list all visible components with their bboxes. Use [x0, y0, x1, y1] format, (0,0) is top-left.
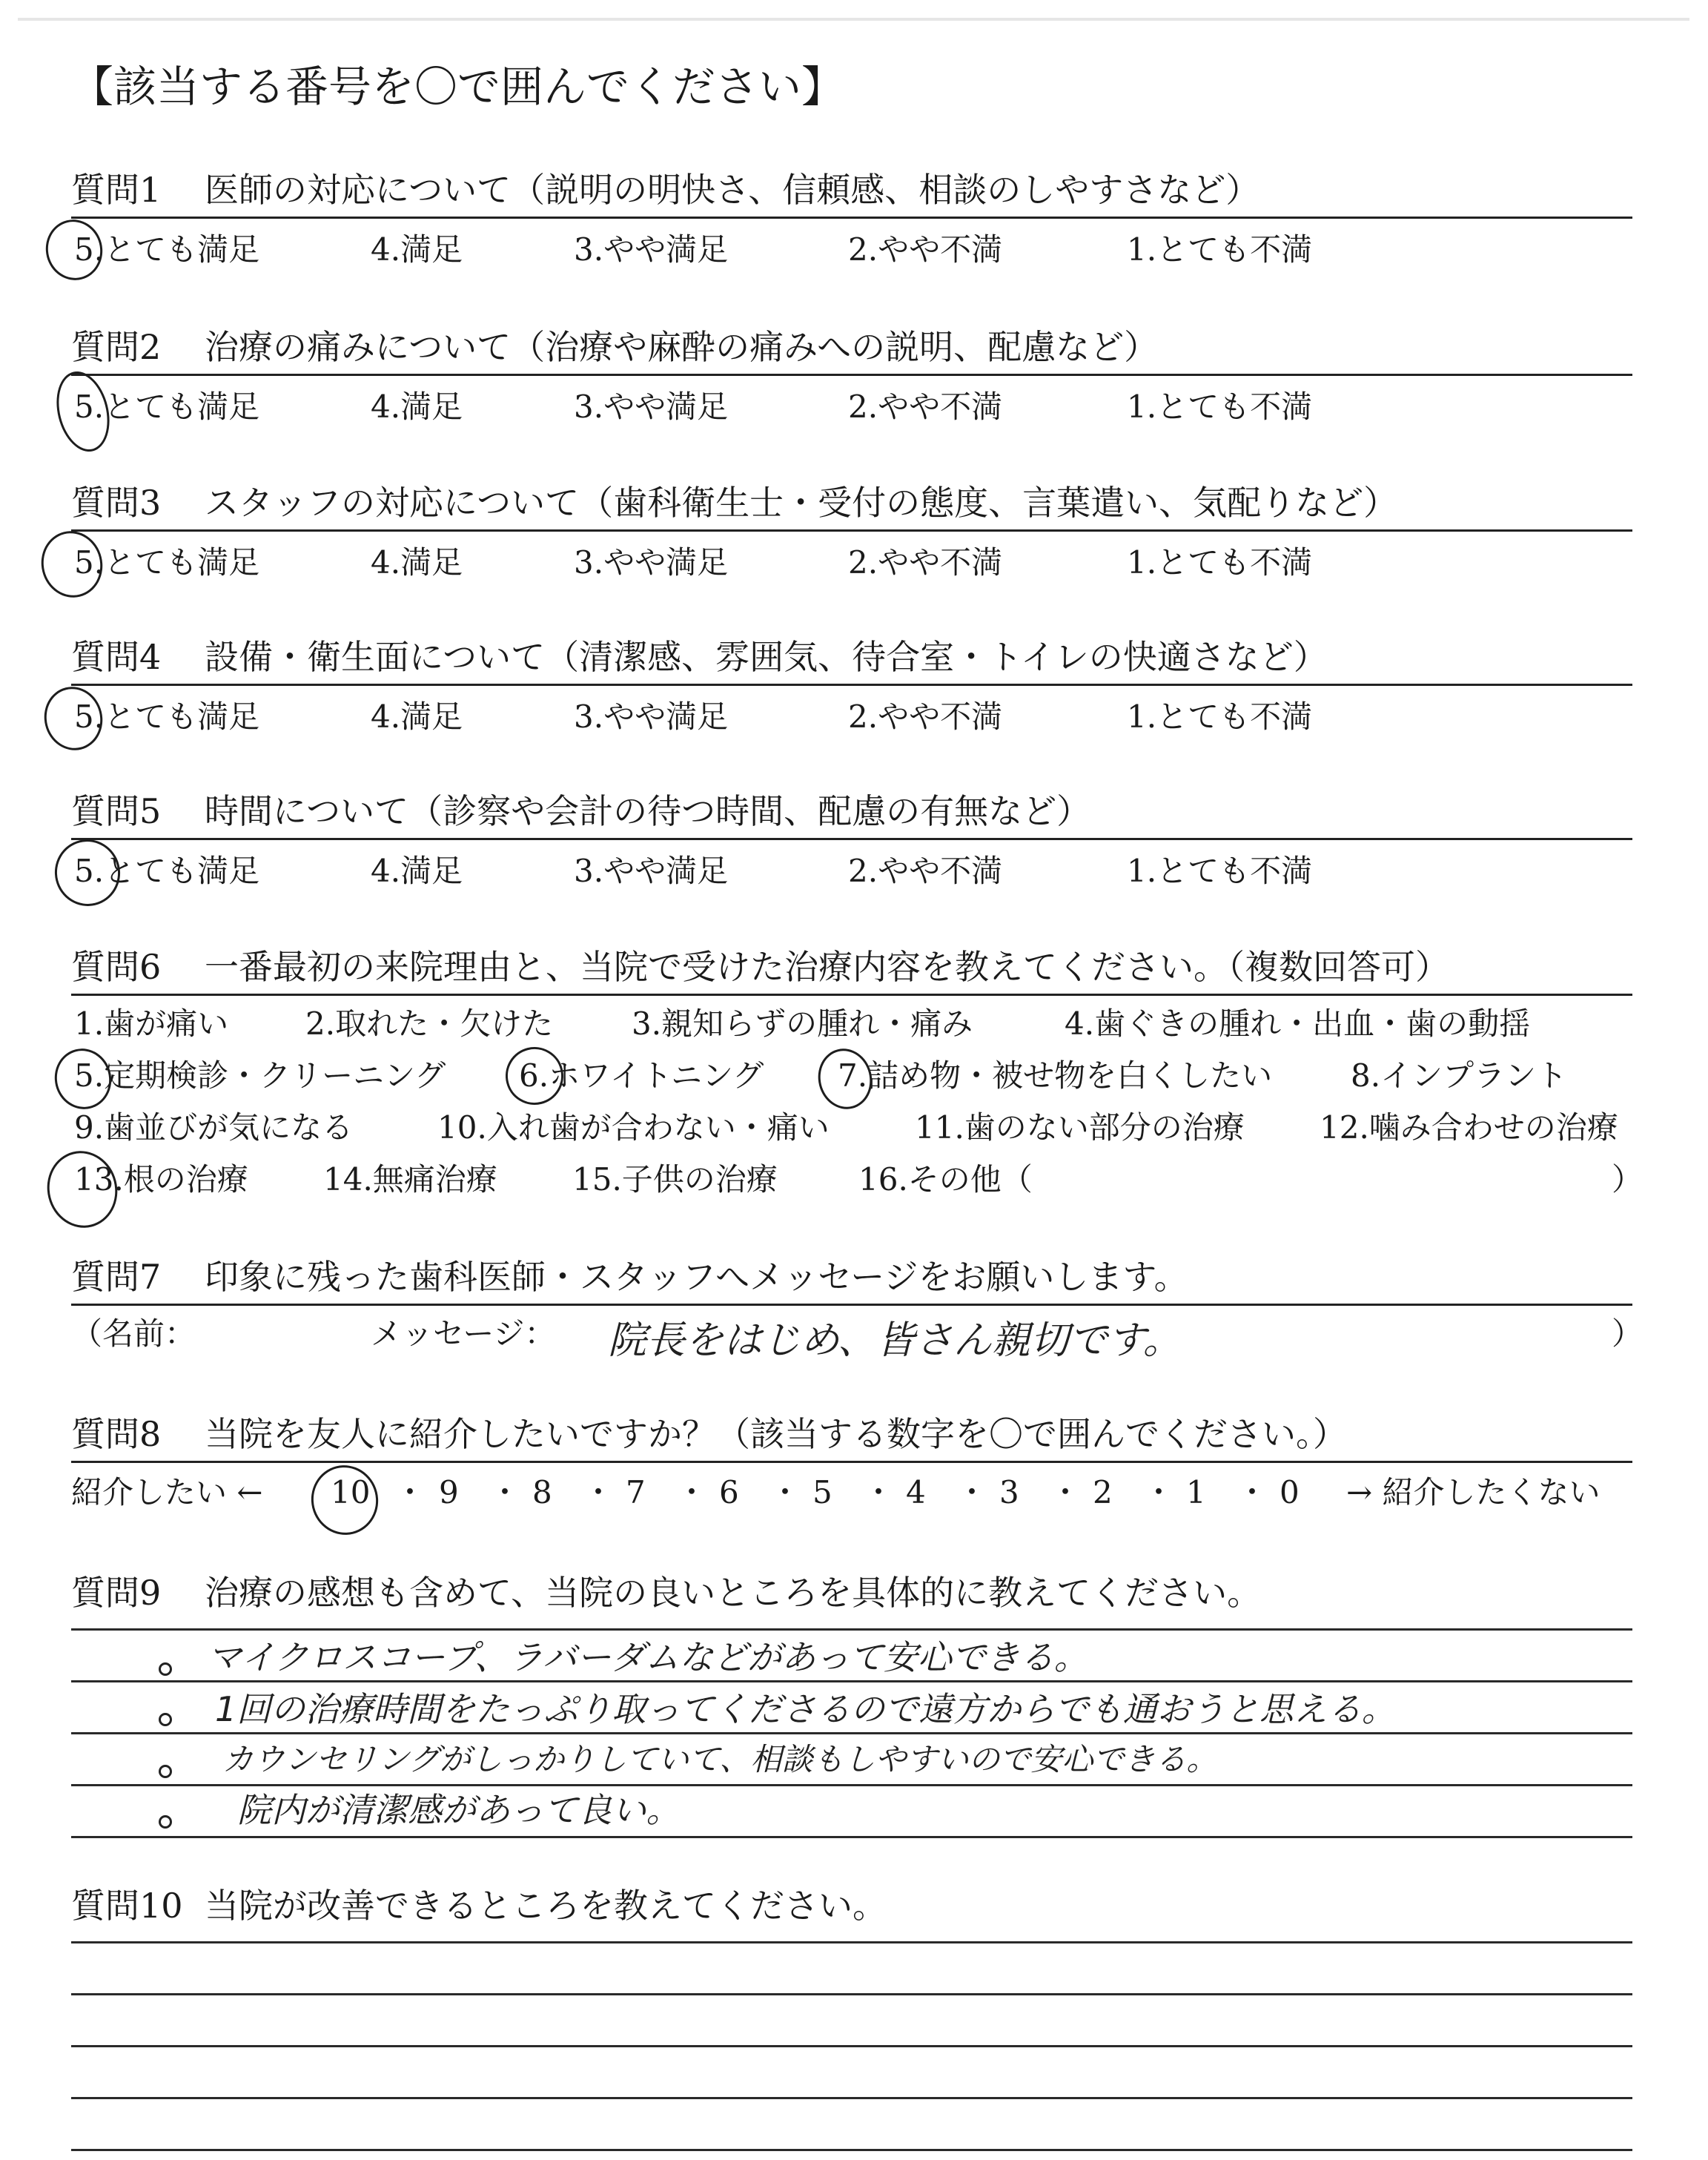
- question-text: 設備・衛生面について（清潔感、雰囲気、待合室・トイレの快適さなど）: [205, 637, 1328, 677]
- question-underline: [71, 1461, 1632, 1463]
- question-1: [71, 168, 1632, 212]
- question-label: 質問10: [71, 1886, 183, 1926]
- handwritten-answer-line[interactable]: マイクロスコープ、ラバーダムなどがあって安心できる。: [208, 1637, 1088, 1677]
- question-underline: [71, 374, 1632, 376]
- question-underline: [71, 838, 1632, 840]
- writing-line: [71, 2097, 1632, 2099]
- question-label: 質問7: [71, 1257, 162, 1297]
- scale-separator: ・: [394, 1474, 426, 1510]
- bullet-icon: [159, 1713, 172, 1726]
- scale-number[interactable]: 0: [1280, 1474, 1300, 1510]
- reason-options-row-4: [71, 1160, 1644, 1200]
- option-2[interactable]: 2.やや不満: [848, 698, 1003, 735]
- option-5[interactable]: 5.とても満足: [74, 231, 260, 268]
- question-underline: [71, 217, 1632, 219]
- question-2: [71, 325, 1632, 369]
- scale-number[interactable]: 6: [719, 1474, 739, 1510]
- close-paren: ）: [1612, 1315, 1644, 1352]
- question-label: 質問5: [71, 791, 162, 831]
- page-title: 【該当する番号を〇で囲んでください】: [70, 62, 845, 112]
- question-label: 質問1: [71, 170, 162, 210]
- question-underline: [71, 684, 1632, 686]
- scale-separator: ・: [583, 1474, 615, 1510]
- question-label: 質問9: [71, 1573, 162, 1613]
- reason-option[interactable]: 1.歯が痛い: [74, 1005, 229, 1042]
- scale-separator: ・: [676, 1474, 708, 1510]
- reason-option[interactable]: 6.ホワイトニング: [519, 1057, 764, 1094]
- option-5[interactable]: 5.とても満足: [74, 698, 260, 735]
- option-4[interactable]: 4.満足: [371, 698, 463, 735]
- handwritten-answer-line[interactable]: 1回の治療時間をたっぷり取ってくださるので遠方からでも通おうと思える。: [215, 1689, 1396, 1729]
- question-label: 質問4: [71, 637, 162, 677]
- scale-number[interactable]: 7: [626, 1474, 646, 1510]
- question-underline: [71, 529, 1632, 532]
- reason-option[interactable]: 8.インプラント: [1351, 1057, 1568, 1094]
- option-3[interactable]: 3.やや満足: [574, 544, 729, 581]
- question-text: 治療の感想も含めて、当院の良いところを具体的に教えてください。: [205, 1573, 1262, 1613]
- scale-separator: ・: [769, 1474, 801, 1510]
- bullet-icon: [159, 1765, 172, 1778]
- scale-number[interactable]: 3: [999, 1474, 1019, 1510]
- option-3[interactable]: 3.やや満足: [574, 389, 729, 425]
- option-4[interactable]: 4.満足: [371, 231, 463, 268]
- option-1[interactable]: 1.とても不満: [1127, 698, 1313, 735]
- question-underline: [71, 1304, 1632, 1306]
- option-5[interactable]: 5.とても満足: [74, 389, 260, 425]
- scale-separator: ・: [1237, 1474, 1268, 1510]
- writing-line: [71, 2045, 1632, 2047]
- handwritten-answer-line[interactable]: 院内が清潔感があって良い。: [237, 1790, 681, 1830]
- writing-line: [71, 1784, 1632, 1786]
- option-4[interactable]: 4.満足: [371, 389, 463, 425]
- question-label: 質問3: [71, 483, 162, 523]
- scale-separator: ・: [489, 1474, 521, 1510]
- scale-separator: ・: [863, 1474, 895, 1510]
- question-8: [71, 1412, 1632, 1456]
- question-6: [71, 945, 1632, 989]
- scale-number[interactable]: 5: [812, 1474, 833, 1510]
- option-2[interactable]: 2.やや不満: [848, 544, 1003, 581]
- option-4[interactable]: 4.満足: [371, 544, 463, 581]
- writing-line: [71, 2149, 1632, 2151]
- reason-option[interactable]: 10.入れ歯が合わない・痛い: [437, 1109, 830, 1146]
- scale-separator: ・: [1143, 1474, 1175, 1510]
- option-2[interactable]: 2.やや不満: [848, 389, 1003, 425]
- reason-option[interactable]: 13.根の治療: [74, 1161, 248, 1198]
- option-3[interactable]: 3.やや満足: [574, 698, 729, 735]
- rating-options-q1: [71, 230, 1632, 270]
- option-4[interactable]: 4.満足: [371, 853, 463, 889]
- top-border: [18, 18, 1689, 21]
- option-1[interactable]: 1.とても不満: [1127, 853, 1313, 889]
- writing-line: [71, 1836, 1632, 1838]
- reason-options-row-1: [71, 1004, 1632, 1044]
- question-3: [71, 480, 1632, 525]
- rating-options-q3: [71, 543, 1632, 583]
- option-5[interactable]: 5.とても満足: [74, 544, 260, 581]
- writing-line: [71, 1628, 1632, 1631]
- reason-option[interactable]: 2.取れた・欠けた: [305, 1005, 554, 1042]
- question-text: 当院を友人に紹介したいですか？（該当する数字を〇で囲んでください。）: [205, 1414, 1347, 1454]
- writing-line: [71, 1732, 1632, 1734]
- writing-line: [71, 1993, 1632, 1995]
- question-9: [71, 1571, 1632, 1615]
- reason-option[interactable]: 11.歯のない部分の治療: [915, 1109, 1245, 1146]
- rating-options-q2: [71, 387, 1632, 427]
- close-paren: ）: [1612, 1161, 1644, 1198]
- question-7: [71, 1255, 1632, 1299]
- recommend-scale: [71, 1473, 1632, 1513]
- writing-line: [71, 1941, 1632, 1943]
- reason-option[interactable]: 9.歯並びが気になる: [74, 1109, 354, 1146]
- question-text: 治療の痛みについて（治療や麻酔の痛みへの説明、配慮など）: [205, 327, 1159, 367]
- option-3[interactable]: 3.やや満足: [574, 853, 729, 889]
- message-label: メッセージ：: [371, 1315, 556, 1352]
- reason-option[interactable]: 12.噛み合わせの治療: [1320, 1109, 1618, 1146]
- question-label: 質問8: [71, 1414, 162, 1454]
- scale-number[interactable]: 10: [331, 1474, 371, 1510]
- scale-number[interactable]: 4: [906, 1474, 926, 1510]
- option-1[interactable]: 1.とても不満: [1127, 544, 1313, 581]
- option-3[interactable]: 3.やや満足: [574, 231, 729, 268]
- reason-options-row-2: [71, 1056, 1632, 1096]
- option-1[interactable]: 1.とても不満: [1127, 231, 1313, 268]
- reason-option[interactable]: 4.歯ぐきの腫れ・出血・歯の動揺: [1065, 1005, 1531, 1042]
- scale-separator: ・: [956, 1474, 988, 1510]
- option-2[interactable]: 2.やや不満: [848, 231, 1003, 268]
- option-1[interactable]: 1.とても不満: [1127, 389, 1313, 425]
- question-label: 質問2: [71, 327, 162, 367]
- scale-left-label: 紹介したい ←: [71, 1474, 263, 1510]
- rating-options-q4: [71, 697, 1632, 737]
- reason-option[interactable]: 15.子供の治療: [572, 1161, 778, 1198]
- question-text: 一番最初の来院理由と、当院で受けた治療内容を教えてください。（複数回答可）: [205, 947, 1449, 987]
- question-text: スタッフの対応について（歯科衛生士・受付の態度、言葉遣い、気配りなど）: [205, 483, 1398, 523]
- reason-option[interactable]: 16.その他（: [858, 1161, 1033, 1198]
- question-text: 印象に残った歯科医師・スタッフへメッセージをお願いします。: [205, 1257, 1188, 1297]
- scale-separator: ・: [1050, 1474, 1082, 1510]
- scale-number[interactable]: 9: [439, 1474, 459, 1510]
- reason-options-row-3: [71, 1108, 1632, 1148]
- rating-options-q5: [71, 851, 1632, 891]
- reason-option[interactable]: 3.親知らずの腫れ・痛み: [632, 1005, 973, 1042]
- name-label: （名前：: [71, 1315, 196, 1352]
- option-2[interactable]: 2.やや不満: [848, 853, 1003, 889]
- bullet-icon: [159, 1815, 172, 1829]
- bullet-icon: [159, 1662, 172, 1676]
- question-5: [71, 789, 1632, 833]
- question-underline: [71, 994, 1632, 996]
- reason-option[interactable]: 7.詰め物・被せ物を白くしたい: [838, 1057, 1273, 1094]
- question-10: [71, 1883, 1632, 1928]
- option-5[interactable]: 5.とても満足: [74, 853, 260, 889]
- question-text: 時間について（診察や会計の待つ時間、配慮の有無など）: [205, 791, 1091, 831]
- reason-option[interactable]: 14.無痛治療: [323, 1161, 497, 1198]
- reason-option[interactable]: 5.定期検診・クリーニング: [74, 1057, 446, 1094]
- scale-number[interactable]: 1: [1186, 1474, 1206, 1510]
- handwritten-answer-line[interactable]: カウンセリングがしっかりしていて、相談もしやすいので安心できる。: [222, 1741, 1218, 1777]
- writing-line: [71, 1680, 1632, 1682]
- scale-number[interactable]: 2: [1093, 1474, 1113, 1510]
- question-text: 医師の対応について（説明の明快さ、信頼感、相談のしやすさなど）: [205, 170, 1260, 210]
- scale-right-label: → 紹介したくない: [1346, 1474, 1601, 1510]
- question-text: 当院が改善できるところを教えてください。: [205, 1886, 887, 1926]
- handwritten-message[interactable]: 院長をはじめ、皆さん親切です。: [608, 1318, 1182, 1363]
- scale-number[interactable]: 8: [532, 1474, 552, 1510]
- question-label: 質問6: [71, 947, 162, 987]
- question-4: [71, 635, 1632, 679]
